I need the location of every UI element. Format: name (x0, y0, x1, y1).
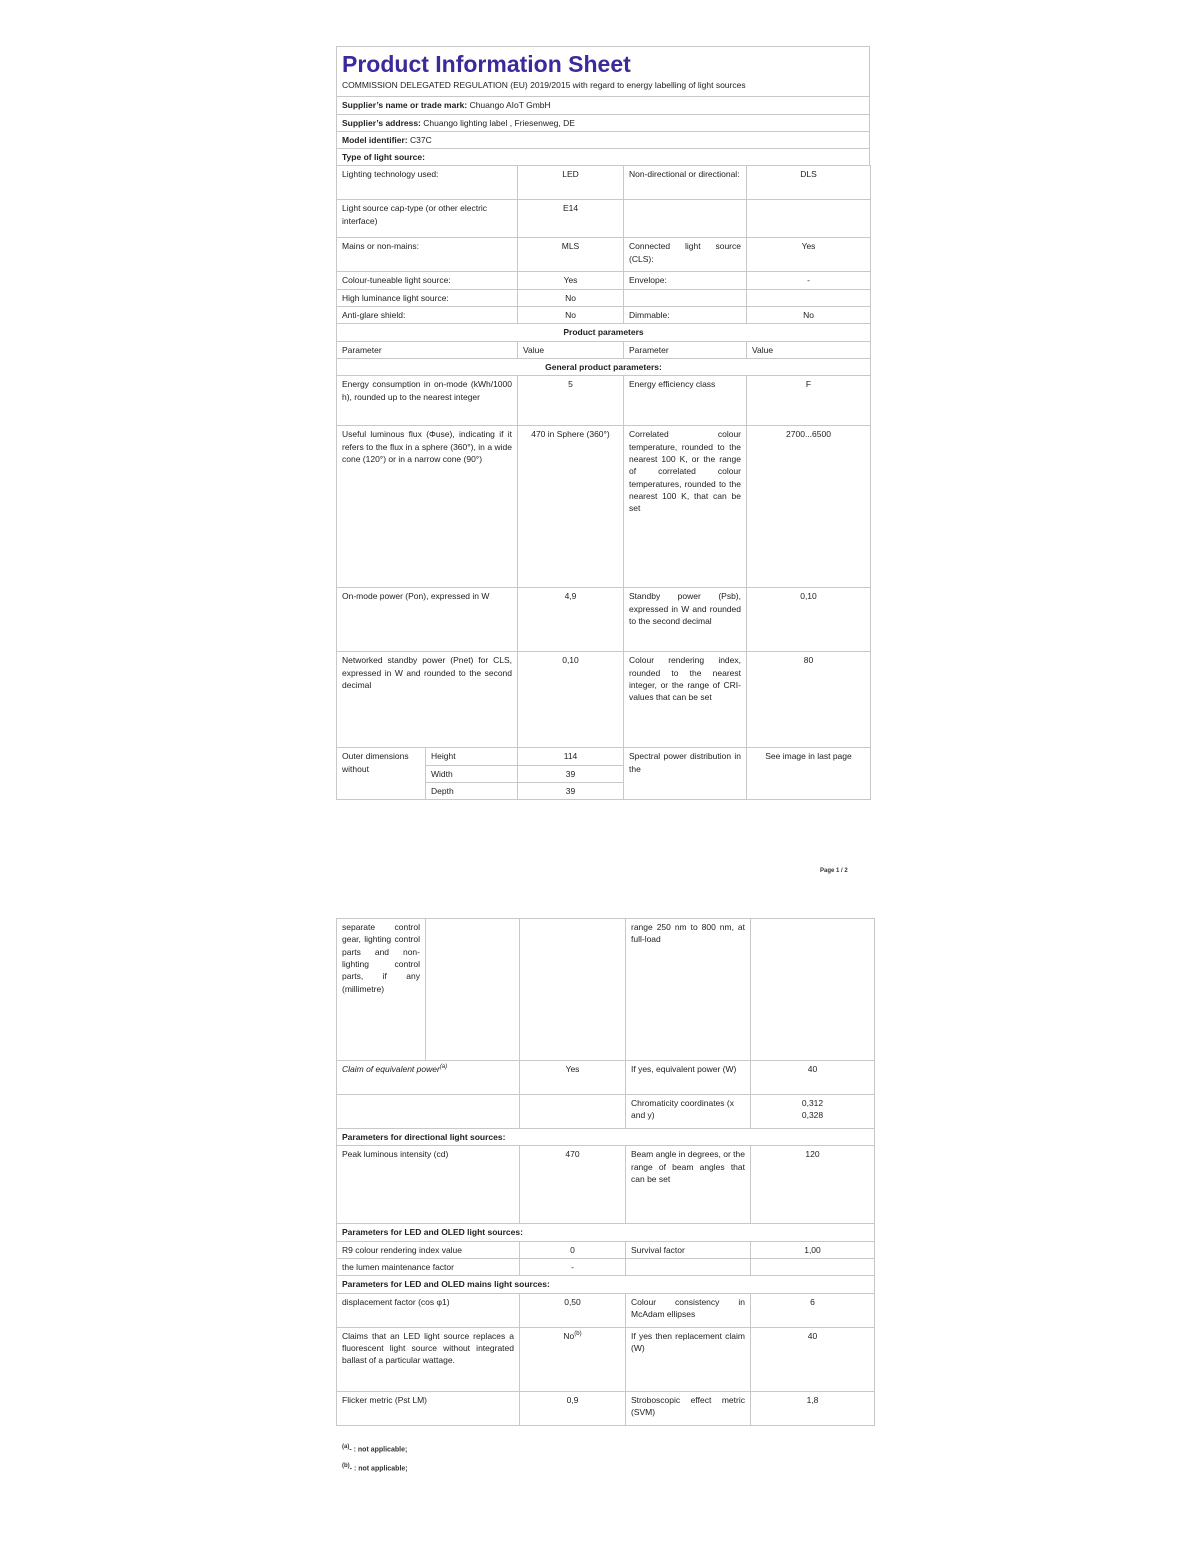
param-value: 1,00 (751, 1241, 875, 1258)
param-label: Light source cap-type (or other electric interface) (337, 200, 518, 238)
param-label: If yes then replacement claim (W) (626, 1327, 751, 1391)
table-row (337, 307, 871, 324)
param-label: displacement factor (cos φ1) (337, 1293, 520, 1327)
table-row (337, 1293, 875, 1327)
replacement-claim-value: No (563, 1330, 575, 1341)
parameters-table-2 (336, 1060, 875, 1426)
equiv-claim-text: Claim of equivalent power (342, 1064, 440, 1074)
supplier-name-row (337, 97, 870, 114)
param-label: Dimmable: (624, 307, 747, 324)
chromaticity-y: 0,328 (801, 1110, 824, 1121)
empty-cell (520, 1095, 626, 1129)
param-value: No (747, 307, 871, 324)
param-label (624, 289, 747, 306)
supplier-address-label: Supplier’s address: (342, 117, 421, 128)
sheet-page-1 (336, 46, 870, 866)
footnote-mark: (a) (342, 1444, 350, 1450)
table-row (337, 748, 871, 765)
param-label: Peak luminous intensity (cd) (337, 1146, 520, 1224)
param-label: R9 colour rendering index value (337, 1241, 520, 1258)
footnote-mark: (b) (342, 1463, 350, 1469)
page-number: Page 1 / 2 (820, 868, 848, 874)
height-label: Height (426, 748, 518, 765)
chromaticity-label: Chromaticity coordinates (x and y) (626, 1095, 751, 1129)
table-row (337, 1391, 875, 1425)
param-value: Yes (747, 238, 871, 272)
dimensions-label-continued: separate control gear, lighting control parts and non-lighting control parts, if any (millimetre) (337, 919, 426, 1061)
table-row (337, 652, 871, 748)
table-row (337, 238, 871, 272)
model-label: Model identifier: (342, 134, 408, 145)
param-value: 5 (518, 376, 624, 426)
param-value: 80 (747, 652, 871, 748)
led-oled-heading: Parameters for LED and OLED light sources: (337, 1224, 875, 1241)
table-row (337, 200, 871, 238)
param-value: 470 (520, 1146, 626, 1224)
param-value: No (518, 289, 624, 306)
param-value: - (747, 272, 871, 289)
param-value: No (518, 307, 624, 324)
chromaticity-x: 0,312 (801, 1098, 824, 1108)
param-label: Colour-tuneable light source: (337, 272, 518, 289)
param-label (626, 1258, 751, 1275)
footnote (342, 1444, 407, 1453)
param-value: E14 (518, 200, 624, 238)
table-row (337, 1095, 875, 1129)
column-header: Value (518, 341, 624, 358)
model-row (337, 131, 870, 148)
table-row (337, 1061, 875, 1095)
param-value: MLS (518, 238, 624, 272)
equiv-power-label: If yes, equivalent power (W) (626, 1061, 751, 1095)
param-label: Correlated colour temperature, rounded to the nearest 100 K, or the range of correlated colour temperatures, rounded to the nearest 100 K, that can be set (624, 426, 747, 588)
footnote-text: - : not applicable; (349, 1465, 408, 1473)
param-value: F (747, 376, 871, 426)
param-label: Beam angle in degrees, or the range of beam angles that can be set (626, 1146, 751, 1224)
param-label: Envelope: (624, 272, 747, 289)
param-label: Non-directional or directional: (624, 166, 747, 200)
param-label: Energy consumption in on-mode (kWh/1000 h), rounded up to the nearest integer (337, 376, 518, 426)
column-header: Parameter (624, 341, 747, 358)
header-table (336, 46, 870, 166)
param-label (624, 200, 747, 238)
param-label: Flicker metric (Pst LM) (337, 1391, 520, 1425)
table-row (337, 1241, 875, 1258)
param-label: Survival factor (626, 1241, 751, 1258)
equiv-claim-label (337, 1061, 520, 1095)
table-row (337, 289, 871, 306)
param-value: 0 (520, 1241, 626, 1258)
param-label: High luminance light source: (337, 289, 518, 306)
chromaticity-value (751, 1095, 875, 1129)
table-row (337, 919, 875, 1061)
param-value: LED (518, 166, 624, 200)
dimensions-table-part2 (336, 918, 875, 1061)
param-label: Connected light source (CLS): (624, 238, 747, 272)
width-label: Width (426, 765, 518, 782)
param-value: 40 (751, 1327, 875, 1391)
param-value: 0,9 (520, 1391, 626, 1425)
table-row (337, 272, 871, 289)
footnote (342, 1463, 408, 1472)
param-label: the lumen maintenance factor (337, 1258, 520, 1275)
param-label: Colour rendering index, rounded to the nearest integer, or the range of CRI-values that can be set (624, 652, 747, 748)
param-label: Anti-glare shield: (337, 307, 518, 324)
supplier-name-value: Chuango AIoT GmbH (469, 100, 551, 111)
param-value: DLS (747, 166, 871, 200)
param-value: 1,8 (751, 1391, 875, 1425)
param-value: Yes (518, 272, 624, 289)
directional-heading: Parameters for directional light sources: (337, 1129, 875, 1146)
type-table (336, 165, 871, 748)
param-value: 120 (751, 1146, 875, 1224)
footnote-mark: (a) (439, 1064, 448, 1071)
empty-cell (337, 1095, 520, 1129)
supplier-address-value: Chuango lighting label , Friesenweg, DE (423, 117, 575, 128)
param-label: Colour consistency in McAdam ellipses (626, 1293, 751, 1327)
page-title: Product Information Sheet (342, 51, 631, 77)
spectral-label: Spectral power distribution in the (624, 748, 747, 800)
spectral-value: See image in last page (747, 748, 871, 800)
depth-label: Depth (426, 782, 518, 799)
type-heading: Type of light source: (337, 149, 870, 166)
param-value: 470 in Sphere (360°) (518, 426, 624, 588)
param-value: 2700...6500 (747, 426, 871, 588)
height-value: 114 (518, 748, 624, 765)
product-parameters-heading: Product parameters (337, 324, 871, 341)
supplier-address-row (337, 114, 870, 131)
param-label: Standby power (Psb), expressed in W and rounded to the second decimal (624, 588, 747, 652)
param-value: 4,9 (518, 588, 624, 652)
param-label: Lighting technology used: (337, 166, 518, 200)
dimensions-label: Outer dimensions without (337, 748, 426, 800)
width-value: 39 (518, 765, 624, 782)
param-label: Useful luminous flux (Φuse), indicating if it refers to the flux in a sphere (360°), in a wide cone (120°) or in a narrow cone (90°) (337, 426, 518, 588)
table-row (337, 588, 871, 652)
equiv-power-value: 40 (751, 1061, 875, 1095)
param-label: Mains or non-mains: (337, 238, 518, 272)
table-row (337, 1258, 875, 1275)
footnote-mark: (b) (574, 1330, 582, 1337)
param-label: Energy efficiency class (624, 376, 747, 426)
table-row (337, 1146, 875, 1224)
model-value: C37C (410, 134, 432, 145)
footnote-text: - : not applicable; (349, 1446, 408, 1454)
table-row (337, 1327, 875, 1391)
dimensions-table-part1 (336, 747, 871, 800)
column-header-row (337, 341, 871, 358)
param-value (747, 289, 871, 306)
param-value: 0,10 (518, 652, 624, 748)
param-label: Networked standby power (Pnet) for CLS, expressed in W and rounded to the second decimal (337, 652, 518, 748)
led-oled-mains-heading: Parameters for LED and OLED mains light sources: (337, 1276, 875, 1293)
param-value (751, 1258, 875, 1275)
depth-value: 39 (518, 782, 624, 799)
table-row (337, 166, 871, 200)
param-label: Stroboscopic effect metric (SVM) (626, 1391, 751, 1425)
param-value: 0,10 (747, 588, 871, 652)
spectral-label-continued: range 250 nm to 800 nm, at full-load (626, 919, 751, 1061)
sheet-page-2 (336, 918, 874, 1438)
table-row (337, 426, 871, 588)
empty-cell (751, 919, 875, 1061)
column-header: Parameter (337, 341, 518, 358)
param-label: On-mode power (Pon), expressed in W (337, 588, 518, 652)
param-value: 0,50 (520, 1293, 626, 1327)
equiv-claim-value: Yes (520, 1061, 626, 1095)
column-header: Value (747, 341, 871, 358)
general-parameters-heading: General product parameters: (337, 359, 871, 376)
param-value (520, 1327, 626, 1391)
regulation-text: COMMISSION DELEGATED REGULATION (EU) 2019/2015 with regard to energy labelling of light sources (342, 80, 746, 91)
param-label: Claims that an LED light source replaces a fluorescent light source without integrated ballast of a particular wattage. (337, 1327, 520, 1391)
supplier-name-label: Supplier’s name or trade mark: (342, 100, 468, 111)
table-row (337, 376, 871, 426)
param-value (747, 200, 871, 238)
empty-cell (520, 919, 626, 1061)
param-value: - (520, 1258, 626, 1275)
param-value: 6 (751, 1293, 875, 1327)
empty-cell (426, 919, 520, 1061)
